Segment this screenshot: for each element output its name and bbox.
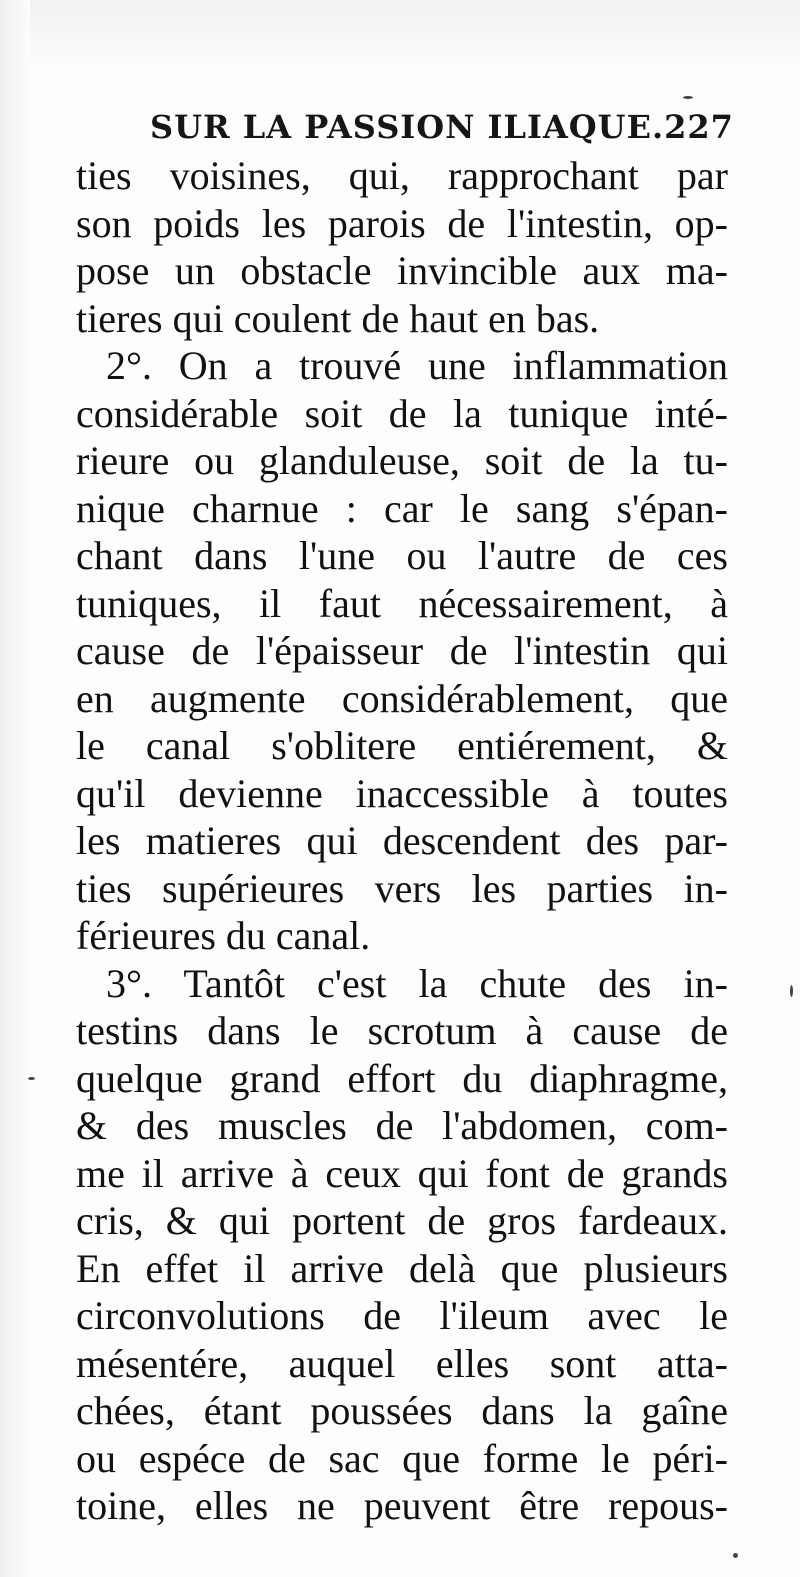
text-line: férieures du canal. — [76, 913, 371, 958]
paper-speck — [733, 1553, 738, 1558]
paper-speck — [683, 96, 693, 99]
text-line: rieure ou glanduleuse, soit de la tu- — [76, 438, 728, 483]
text-line: tuniques, il faut nécessairement, à — [76, 580, 728, 626]
text-line: qu'il devienne inaccessible à toutes — [76, 770, 728, 816]
page-number: 227 — [664, 108, 734, 146]
page-shadow-top — [0, 0, 800, 70]
text-line: les matieres qui descendent des par- — [76, 818, 728, 863]
text-line: ties voisines, qui, rapprochant par — [76, 153, 728, 198]
body-text — [76, 152, 728, 1530]
paper-speck — [790, 985, 793, 997]
text-line: & des muscles de l'abdomen, com- — [76, 1103, 728, 1148]
text-line: ou espéce de sac que forme le péri- — [76, 1435, 728, 1481]
text-line: ties supérieures vers les parties in- — [76, 865, 728, 911]
text-line: toine, elles ne peuvent être repous- — [76, 1483, 728, 1528]
page-shadow-left — [0, 0, 30, 1577]
text-line: chées, étant poussées dans la gaîne — [76, 1388, 728, 1433]
running-head — [150, 108, 734, 146]
text-line: cris, & qui portent de gros fardeaux. — [76, 1198, 728, 1243]
text-line: cause de l'épaisseur de l'intestin qui — [76, 628, 728, 673]
text-line: circonvolutions de l'ileum avec le — [76, 1293, 728, 1338]
text-line: quelque grand effort du diaphragme, — [76, 1055, 728, 1101]
running-head-title: SUR LA PASSION ILIAQUE. — [150, 108, 665, 146]
text-line: le canal s'oblitere entiérement, & — [76, 723, 728, 768]
text-line: tieres qui coulent de haut en bas. — [76, 295, 600, 341]
text-line: en augmente considérablement, que — [76, 675, 728, 721]
text-line: mésentére, auquel elles sont atta- — [76, 1340, 728, 1386]
text-line: son poids les parois de l'intestin, op- — [76, 200, 728, 246]
text-line: chant dans l'une ou l'autre de ces — [76, 533, 728, 578]
paper-speck — [28, 1077, 35, 1080]
text-line: nique charnue : car le sang s'épan- — [76, 485, 728, 531]
text-line: me il arrive à ceux qui font de grands — [76, 1150, 728, 1196]
text-line: 2°. On a trouvé une inflammation — [106, 343, 728, 388]
text-line: pose un obstacle invincible aux ma- — [76, 248, 728, 293]
text-line: 3°. Tantôt c'est la chute des in- — [106, 960, 728, 1006]
text-line: testins dans le scrotum à cause de — [76, 1008, 728, 1053]
text-line: En effet il arrive delà que plusieurs — [76, 1245, 728, 1291]
text-line: considérable soit de la tunique inté- — [76, 390, 728, 436]
